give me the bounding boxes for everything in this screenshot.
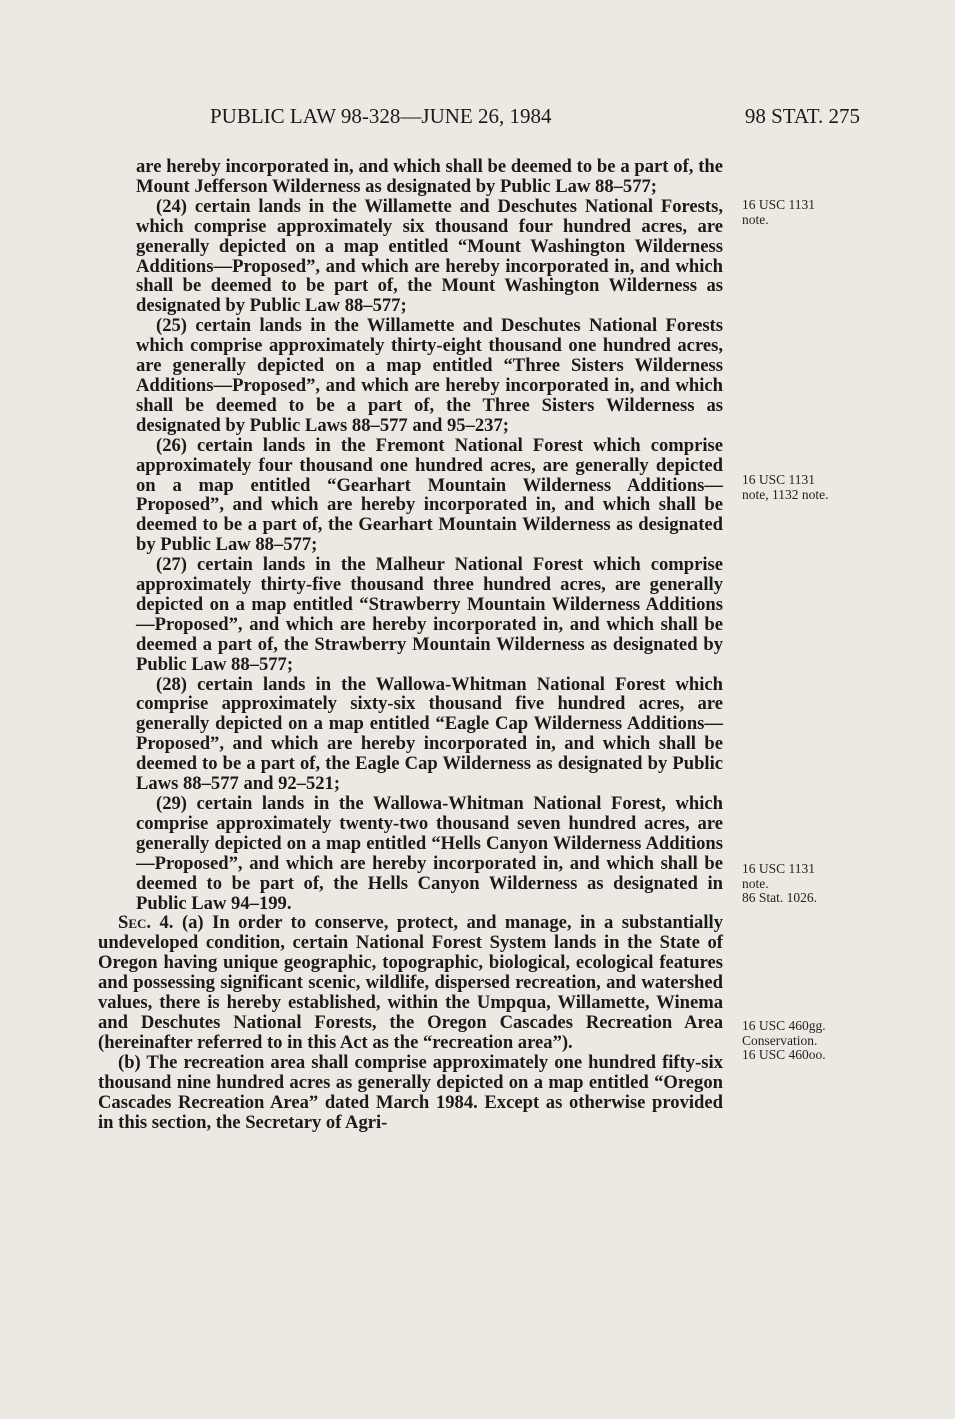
margin-note-2 xyxy=(742,473,862,502)
paragraph-29: (29) certain lands in the Wallowa-Whitman National Forest, which comprise approximately twenty-two thousand seven hundred acres, are generally depicted on a map entitled “Hells Canyon Wilderness Additions—Proposed”, and which are hereby incorporated in, and which shall be deemed to be part of, the Hells Canyon Wilderness as designated in Public Law 94–199. xyxy=(136,793,723,914)
paragraph-25: (25) certain lands in the Willamette and Deschutes National Forests which comprise approximately thirty-eight thousand one hundred acres, are generally depicted on a map entitled “Three Sisters Wilderness Additions—Proposed”, and which are hereby incorporated in, and which shall be deemed to be a part of, the Three Sisters Wilderness as designated by Public Laws 88–577 and 95–237; xyxy=(136,315,723,436)
margin-note-line: 16 USC 1131 xyxy=(742,472,816,487)
margin-note-line: Conservation. xyxy=(742,1032,818,1048)
margin-note-line: 16 USC 1131 xyxy=(742,861,816,876)
margin-note-line: 86 Stat. 1026. xyxy=(742,890,818,905)
paragraph-24: (24) certain lands in the Willamette and Deschutes National Forests, which comprise approximately six thousand four hundred acres, are generally depicted on a map entitled “Mount Washington Wilderness Additions—Proposed”, and which are hereby incorporated in, and which shall be deemed to be part of, the Mount Washington Wilderness as designated by Public Law 88–577; xyxy=(136,195,723,317)
margin-note-4 xyxy=(742,1019,862,1063)
section-4a xyxy=(98,913,723,1052)
margin-note-line: 16 USC 460oo. xyxy=(742,1047,826,1062)
paragraph-26: (26) certain lands in the Fremont National Forest which comprise approximately four thousand one hundred acres, are generally depicted on a map entitled “Gearhart Mountain Wilderness Additions—Proposed”, and which are hereby incorporated in, and which shall be deemed to be a part of, the Gearhart Mountain Wilderness as designated by Public Law 88–577; xyxy=(136,434,723,556)
continued-paragraph: are hereby incorporated in, and which shall be deemed to be a part of, the Mount Jefferson Wilderness as designated by Public Law 88–577; xyxy=(136,156,723,197)
margin-note-line: note. xyxy=(742,211,769,227)
paragraph-28: (28) certain lands in the Wallowa-Whitman National Forest which comprise approximately sixty-six thousand five hundred acres, are generally depicted on a map entitled “Eagle Cap Wilderness Additions—Proposed”, and which are hereby incorporated in, and which shall be deemed to be a part of, the Eagle Cap Wilderness as designated by Public Laws 88–577 and 92–521; xyxy=(136,673,723,795)
margin-note-line: 16 USC 1131 xyxy=(742,197,816,212)
section-4a-text: (a) In order to conserve, protect, and manage, in a substantially undeveloped condition, certain National Forest System lands in the State of Oregon having unique geographic, topographic, biological, ecological features and possessing significant scenic, wildlife, dispersed recreation, and watershed values, there is hereby established, within the Umpqua, Willamette, Winema and Deschutes National Forests, the Oregon Cascades Recreation Area (hereinafter referred to in this Act as the “recreation area”). xyxy=(98,912,723,1053)
section-4b: (b) The recreation area shall comprise approximately one hundred fifty-six thousand nine hundred acres as generally depicted on a map entitled “Oregon Cascades Recreation Area” dated March 1984. Except as otherwise provided in this section, the Secretary of Agri- xyxy=(98,1051,723,1133)
section-4-label: Sec. 4. xyxy=(118,912,174,934)
margin-note-line: note, 1132 note. xyxy=(742,486,829,502)
running-header xyxy=(210,104,860,134)
margin-note-1 xyxy=(742,198,862,227)
header-page-number: 98 STAT. 275 xyxy=(744,104,860,128)
header-law-title: PUBLIC LAW 98-328—JUNE 26, 1984 xyxy=(210,104,552,128)
margin-note-3 xyxy=(742,862,862,906)
body-text xyxy=(98,157,723,1132)
margin-note-line: note. xyxy=(742,875,769,891)
margin-note-line: 16 USC 460gg. xyxy=(742,1018,826,1033)
paragraph-27: (27) certain lands in the Malheur National Forest which comprise approximately thirty-five thousand three hundred acres, are generally depicted on a map entitled “Strawberry Mountain Wilderness Additions—Proposed”, and which are hereby incorporated in, and which shall be deemed a part of, the Strawberry Mountain Wilderness as designated by Public Law 88–577; xyxy=(136,554,723,675)
